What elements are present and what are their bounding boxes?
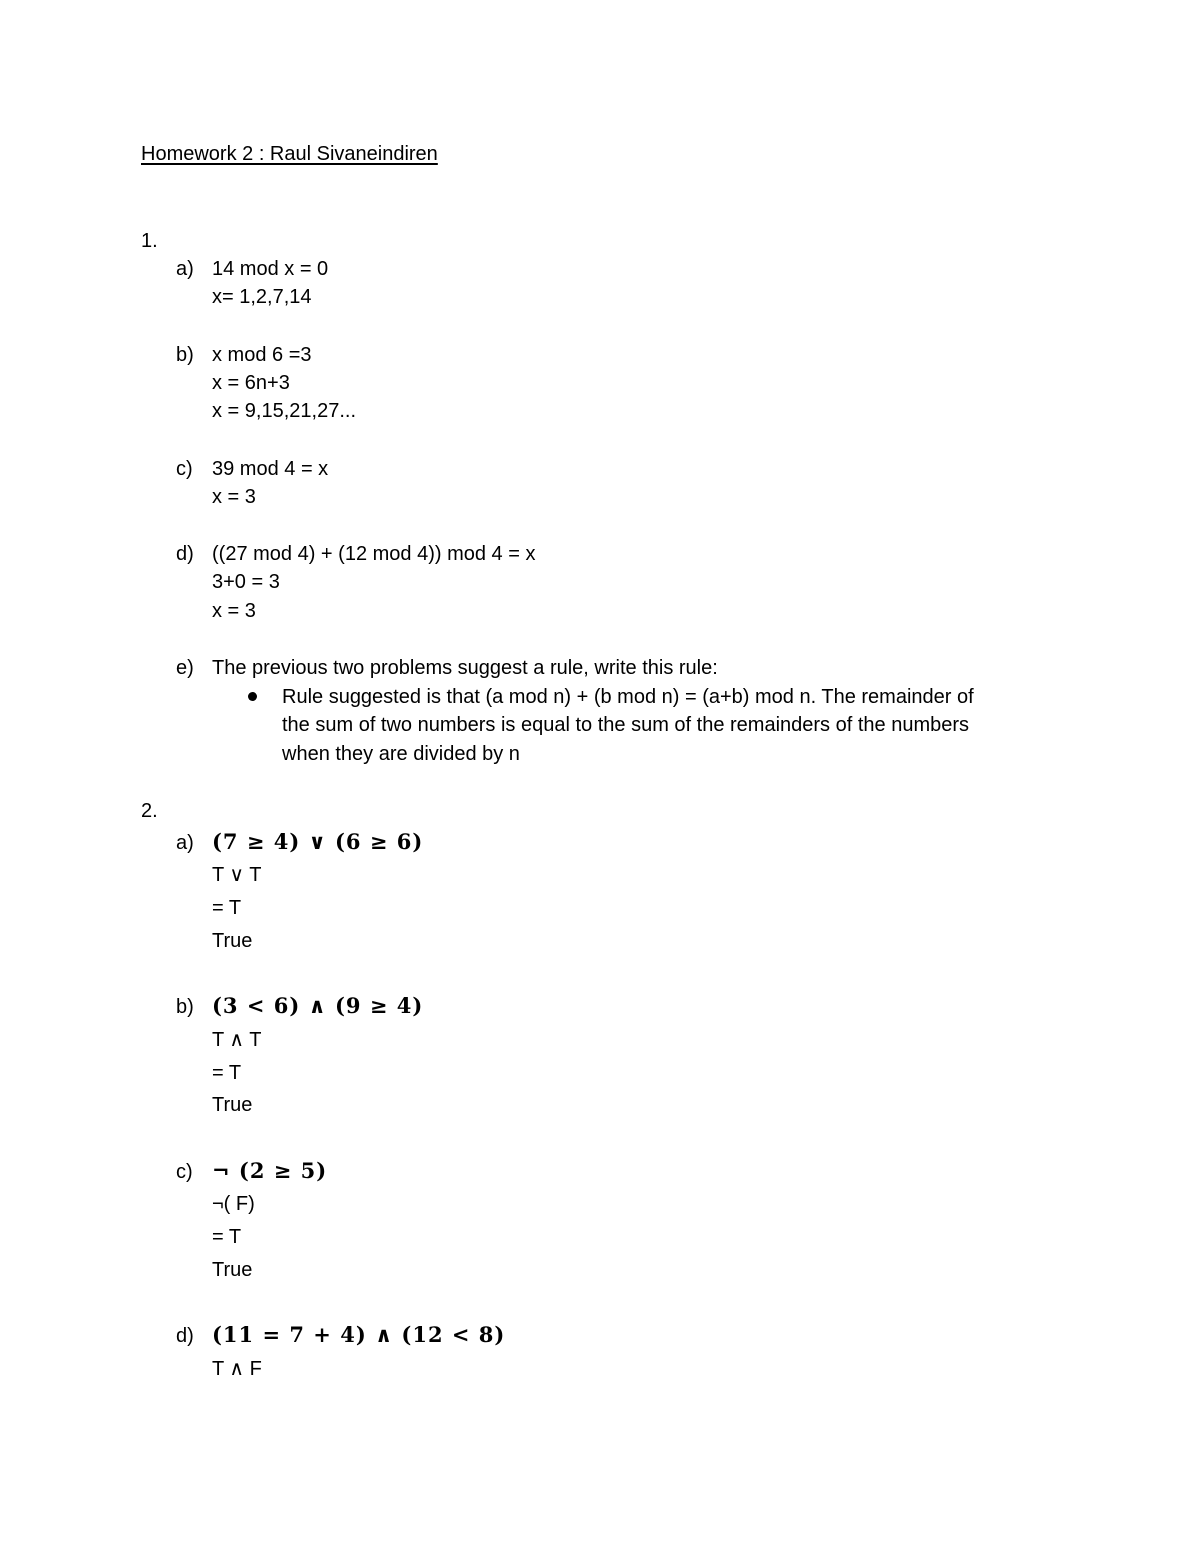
q2b-line-2: = T bbox=[212, 1062, 242, 1084]
q1e-question: The previous two problems suggest a rule, write this rule: bbox=[212, 657, 718, 679]
q1e-answer-line-2: the sum of two numbers is equal to the sum of the remainders of the numbers bbox=[282, 714, 970, 736]
q2a-expression: (7 ≥ 4) ∨ (6 ≥ 6) bbox=[212, 829, 424, 854]
question-1-number: 1. bbox=[141, 230, 158, 252]
q1a-line-2: x= 1,2,7,14 bbox=[212, 286, 312, 308]
q2b-line-3: True bbox=[212, 1094, 253, 1116]
bullet-icon bbox=[248, 692, 257, 701]
q2c-line-1: ¬( F) bbox=[212, 1193, 255, 1215]
q1b-line-1: x mod 6 =3 bbox=[212, 344, 312, 366]
q2a-label: a) bbox=[176, 832, 194, 854]
q2c-line-2: = T bbox=[212, 1226, 242, 1248]
q2c-label: c) bbox=[176, 1161, 193, 1183]
q1a-line-1: 14 mod x = 0 bbox=[212, 258, 329, 280]
q1b-line-3: x = 9,15,21,27... bbox=[212, 400, 356, 422]
document-title: Homework 2 : Raul Sivaneindiren bbox=[141, 143, 438, 165]
q2c-line-3: True bbox=[212, 1259, 253, 1281]
q1e-answer-line-1: Rule suggested is that (a mod n) + (b mod n) = (a+b) mod n. The remainder of bbox=[282, 686, 974, 708]
q1c-label: c) bbox=[176, 458, 193, 480]
q1d-label: d) bbox=[176, 543, 194, 565]
q2b-label: b) bbox=[176, 996, 194, 1018]
q2b-expression: (3 < 6) ∧ (9 ≥ 4) bbox=[212, 993, 424, 1018]
q1d-line-2: 3+0 = 3 bbox=[212, 571, 280, 593]
q1d-line-3: x = 3 bbox=[212, 600, 256, 622]
q1c-line-1: 39 mod 4 = x bbox=[212, 458, 329, 480]
q1c-line-2: x = 3 bbox=[212, 486, 256, 508]
question-2-number: 2. bbox=[141, 800, 158, 822]
q2d-line-1: T ∧ F bbox=[212, 1358, 262, 1380]
q1a-label: a) bbox=[176, 258, 194, 280]
q1e-label: e) bbox=[176, 657, 194, 679]
q2a-line-1: T ∨ T bbox=[212, 864, 262, 886]
q2b-line-1: T ∧ T bbox=[212, 1029, 262, 1051]
q2d-label: d) bbox=[176, 1325, 194, 1347]
q1b-label: b) bbox=[176, 344, 194, 366]
q1b-line-2: x = 6n+3 bbox=[212, 372, 290, 394]
q1d-line-1: ((27 mod 4) + (12 mod 4)) mod 4 = x bbox=[212, 543, 536, 565]
q2c-expression: ¬ (2 ≥ 5) bbox=[212, 1158, 328, 1183]
q2a-line-2: = T bbox=[212, 897, 242, 919]
q2d-expression: (11 = 7 + 4) ∧ (12 < 8) bbox=[212, 1322, 506, 1347]
q1e-answer-line-3: when they are divided by n bbox=[282, 743, 520, 765]
q2a-line-3: True bbox=[212, 930, 253, 952]
